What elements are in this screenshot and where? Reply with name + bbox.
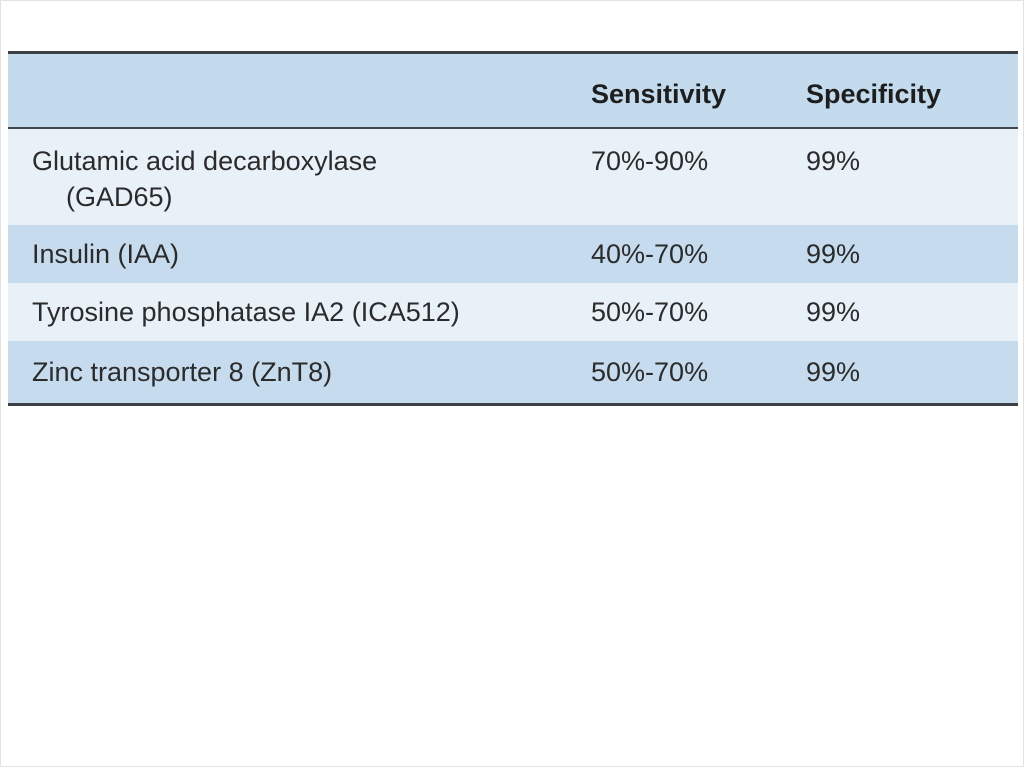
table-row [8, 225, 1018, 283]
row-name: Insulin (IAA) [32, 239, 180, 269]
row-sensitivity: 50%-70% [591, 357, 709, 387]
row-sensitivity: 70%-90% [591, 146, 709, 176]
table-header-row [8, 54, 1018, 127]
row-specificity: 99% [806, 146, 861, 176]
row-specificity: 99% [806, 239, 861, 269]
row-name: Tyrosine phosphatase IA2 (ICA512) [32, 297, 460, 327]
table-row [8, 341, 1018, 403]
header-sensitivity: Sensitivity [591, 79, 727, 109]
row-specificity: 99% [806, 357, 861, 387]
row-name-line1: Glutamic acid decarboxylase [32, 146, 378, 176]
row-name: Zinc transporter 8 (ZnT8) [32, 357, 333, 387]
table-row [8, 129, 1018, 225]
row-specificity: 99% [806, 297, 861, 327]
row-sensitivity: 50%-70% [591, 297, 709, 327]
header-specificity: Specificity [806, 79, 942, 109]
row-name-line2: (GAD65) [66, 182, 173, 212]
table-row [8, 283, 1018, 341]
autoantibody-table [8, 51, 1018, 406]
table-bottom-rule [8, 403, 1018, 406]
row-sensitivity: 40%-70% [591, 239, 709, 269]
row-name-cell [32, 143, 377, 215]
